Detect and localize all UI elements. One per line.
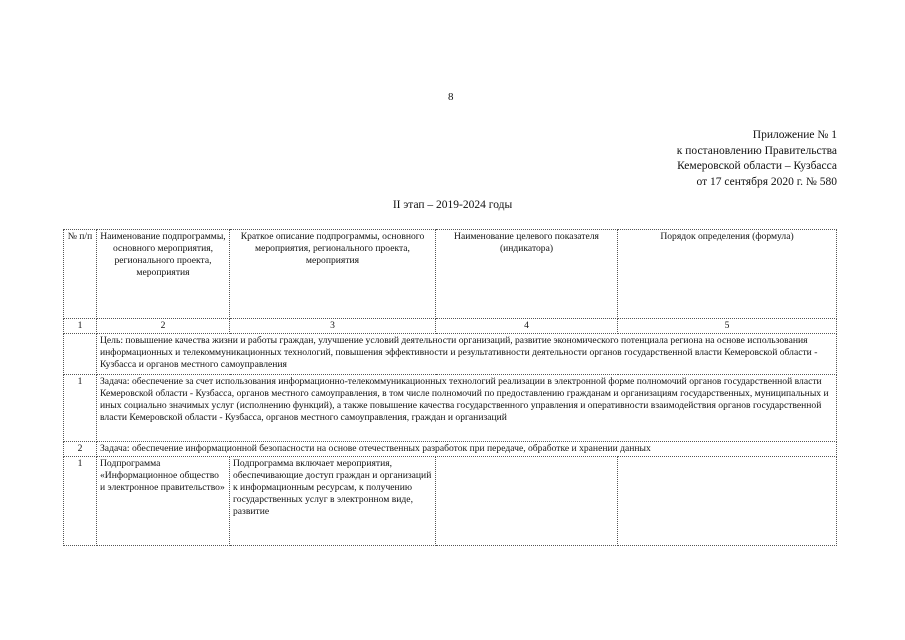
stage-title: II этап – 2019-2024 годы: [392, 199, 513, 211]
page-number: 8: [448, 91, 454, 103]
goal-text: Цель: повышение качества жизни и работы граждан, улучшение условий деятельности организаций, развитие экономического потенциала региона на основе использования информационных и телекоммуникационных технологий, повышения эффективности и результативности деятельности органов государственной власти Кемеровской области - Кузбасса и органов местного самоуправления: [97, 334, 837, 375]
header-description: Краткое описание подпрограммы, основного мероприятия, регионального проекта, мероприятия: [230, 230, 436, 319]
column-number: 3: [230, 319, 436, 334]
header-num: № п/п: [64, 230, 97, 319]
goal-num-cell: [64, 334, 97, 375]
table-row: [64, 457, 837, 546]
task-1-text: Задача: обеспечение за счет использования информационно-телекоммуникационных технологий реализации в электронной форме полномочий органов государственной власти Кемеровской области - Кузбасса, органов местного самоуправления, в том числе полномочий по предоставлению гражданам и организациям государственных, муниципальных и иных социально значимых услуг (исполнению функций), а также повышение качества государственного управления и оперативности взаимодействия органов государственной власти Кемеровской области - Кузбасса, органов местного самоуправления, граждан и организаций: [97, 375, 837, 442]
appendix-block: [577, 128, 837, 190]
task-1-num: 1: [64, 375, 97, 442]
column-number: 4: [436, 319, 618, 334]
task-row-2: [64, 442, 837, 457]
header-formula: Порядок определения (формула): [618, 230, 837, 319]
column-number: 2: [97, 319, 230, 334]
header-name: Наименование подпрограммы, основного мероприятия, регионального проекта, мероприятия: [97, 230, 230, 319]
header-indicator: Наименование целевого показателя (индикатора): [436, 230, 618, 319]
task-row-1: [64, 375, 837, 442]
appendix-line-4: от 17 сентября 2020 г. № 580: [696, 175, 837, 188]
appendix-line-2: к постановлению Правительства: [676, 144, 837, 157]
column-number: 1: [64, 319, 97, 334]
row-1-name: Подпрограмма «Информационное общество и электронное правительство»: [97, 457, 230, 546]
goal-row: [64, 334, 837, 375]
row-1-description: Подпрограмма включает мероприятия, обеспечивающие доступ граждан и организаций к информационным ресурсам, к получению государственных услуг в электронном виде, развитие: [230, 457, 436, 546]
task-2-text: Задача: обеспечение информационной безопасности на основе отечественных разработок при передаче, обработке и хранении данных: [97, 442, 837, 457]
task-2-num: 2: [64, 442, 97, 457]
header-row: [64, 230, 837, 319]
appendix-line-3: Кемеровской области – Кузбасса: [677, 160, 837, 172]
column-number: 5: [618, 319, 837, 334]
row-1-formula: [618, 457, 837, 546]
row-1-num: 1: [64, 457, 97, 546]
column-number-row: [64, 319, 837, 334]
appendix-line-1: Приложение № 1: [752, 129, 837, 141]
program-table: [63, 229, 837, 546]
row-1-indicator: [436, 457, 618, 546]
